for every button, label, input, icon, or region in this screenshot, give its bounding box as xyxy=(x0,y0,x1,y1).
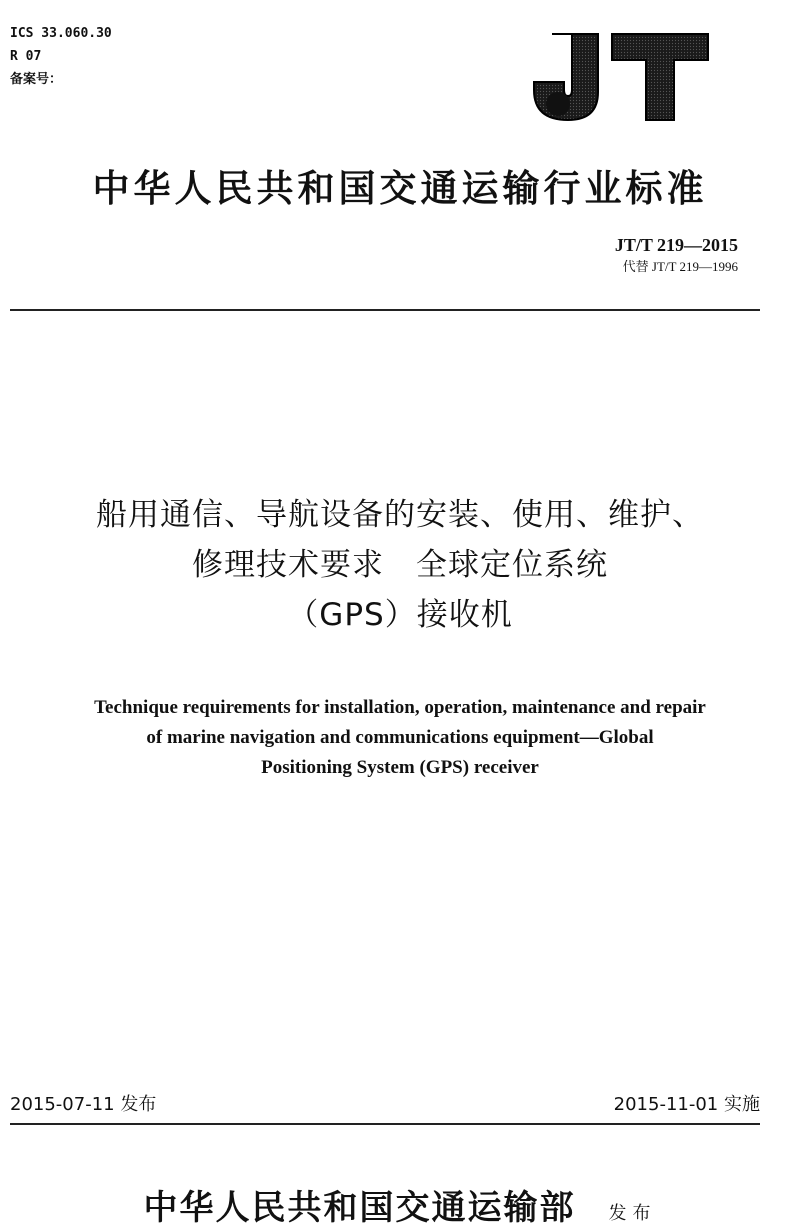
chinese-title-line-2: 修理技术要求 全球定位系统 xyxy=(192,547,608,583)
replaced-standard: 代替 JT/T 219—1996 xyxy=(622,259,738,274)
chinese-title xyxy=(0,490,800,640)
top-divider xyxy=(10,309,760,311)
jt-logo-letter-t xyxy=(612,34,708,120)
effective-date: 2015-11-01 实施 xyxy=(613,1094,760,1115)
standard-code: JT/T 219—2015 xyxy=(614,235,738,255)
jt-logo-letter-j xyxy=(534,34,598,120)
publisher-line xyxy=(0,1180,800,1229)
english-title-line-1: Technique requirements for installation, operation, maintenance and repair xyxy=(94,697,706,718)
ics-code: ICS 33.060.30 xyxy=(10,26,112,41)
classification-code: R 07 xyxy=(10,49,42,64)
chinese-title-line-3: （GPS）接收机 xyxy=(287,597,513,633)
document-metadata xyxy=(10,22,112,91)
english-title-line-2: of marine navigation and communications equipment—Global xyxy=(146,727,654,748)
chinese-title-line-1: 船用通信、导航设备的安装、使用、维护、 xyxy=(96,497,704,533)
english-title xyxy=(0,693,800,783)
issuing-standard-category: 中华人民共和国交通运输行业标准 xyxy=(92,166,708,210)
publisher-name: 中华人民共和国交通运输部 xyxy=(143,1188,576,1228)
issue-date: 2015-07-11 发布 xyxy=(10,1094,157,1115)
bottom-divider xyxy=(10,1123,760,1125)
english-title-line-3: Positioning System (GPS) receiver xyxy=(261,757,539,778)
publisher-action: 发布 xyxy=(608,1203,657,1224)
jt-logo xyxy=(530,30,710,122)
standard-number-block xyxy=(615,232,738,276)
record-number: 备案号： xyxy=(10,72,63,87)
